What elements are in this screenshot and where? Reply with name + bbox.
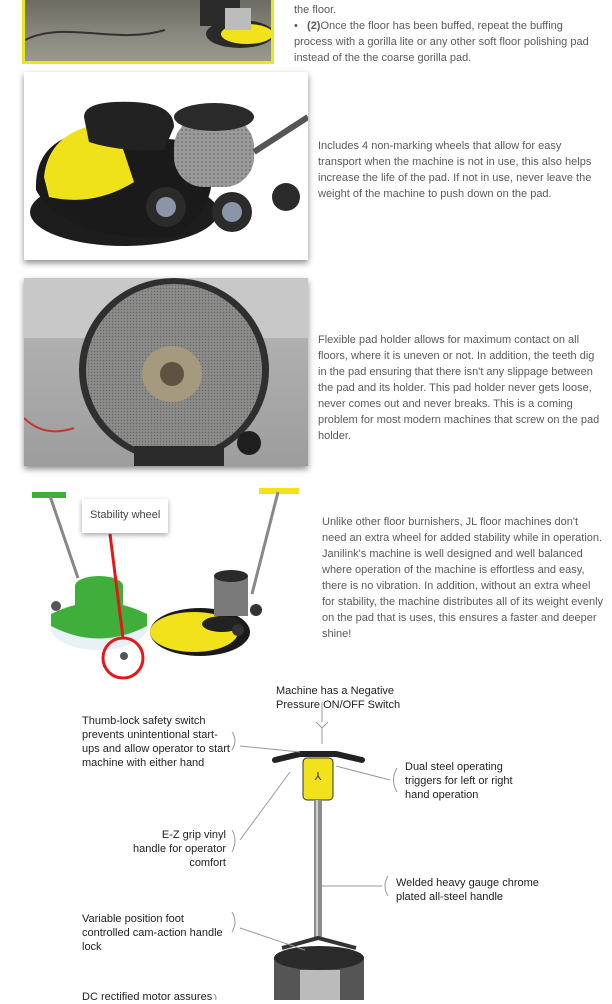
- pressure-switch-callout: Machine has a Negative Pressure ON/OFF Switch: [276, 685, 401, 711]
- step1-continuation: the floor.: [294, 4, 337, 16]
- buffing-photo: [22, 0, 274, 64]
- stability-wheel-text: Stability wheel: [90, 509, 161, 521]
- pad-holder-description: Flexible pad holder allows for maximum contact on all floors, where it is uneven or not. In addition, the teeth dig in the pad ensuring that there isn't any slippage between the pad and its holder. This pad holder never gets loose, never comes out and never breaks. This is a coming problem for most modern machines that screw on the pad holder.: [318, 334, 600, 442]
- stability-wheel-label: [82, 499, 168, 533]
- step-number: (2): [307, 20, 321, 32]
- dc-motor-callout: DC rectified motor assures: [82, 991, 213, 1003]
- features-diagram: [0, 680, 612, 1003]
- dual-triggers-callout: Dual steel operating triggers for left or right hand operation: [405, 761, 513, 801]
- ez-grip-callout: E-Z grip vinyl handle for operator comfort: [133, 829, 226, 869]
- wheels-description: Includes 4 non-marking wheels that allow for easy transport when the machine is not in use, this also helps increase the life of the pad. If not in use, never leave the weight of the machine to push down on the pad.: [318, 140, 592, 200]
- thumb-lock-callout: Thumb-lock safety switch prevents unintentional start-ups and allow operator to start machine with either hand: [82, 715, 230, 769]
- stability-comparison-photo: [24, 486, 314, 682]
- welded-handle-callout: Welded heavy gauge chrome plated all-steel handle: [396, 877, 539, 903]
- wheels-photo: [24, 72, 308, 260]
- bullet: •: [294, 20, 308, 32]
- step-text: Once the floor has been buffed, repeat the buffing process with a gorilla lite or any other soft floor polishing pad instead of the the coarse gorilla pad.: [294, 20, 589, 64]
- foot-lock-callout: Variable position foot controlled cam-action handle lock: [82, 913, 223, 953]
- pad-holder-photo: [24, 278, 308, 466]
- step2-item: [294, 18, 594, 66]
- stability-description: Unlike other floor burnishers, JL floor machines don't need an extra wheel for added stability while in operation. Janilink's machine is well designed and well balanced where operation of the machine is effortless and easy, there is no vibration. In addition, without an extra wheel for stability, the machine distributes all of its weight evenly on the pad that is uses, this ensures a faster and deeper shine!: [322, 516, 604, 640]
- svg-text:⅄: ⅄: [314, 771, 322, 783]
